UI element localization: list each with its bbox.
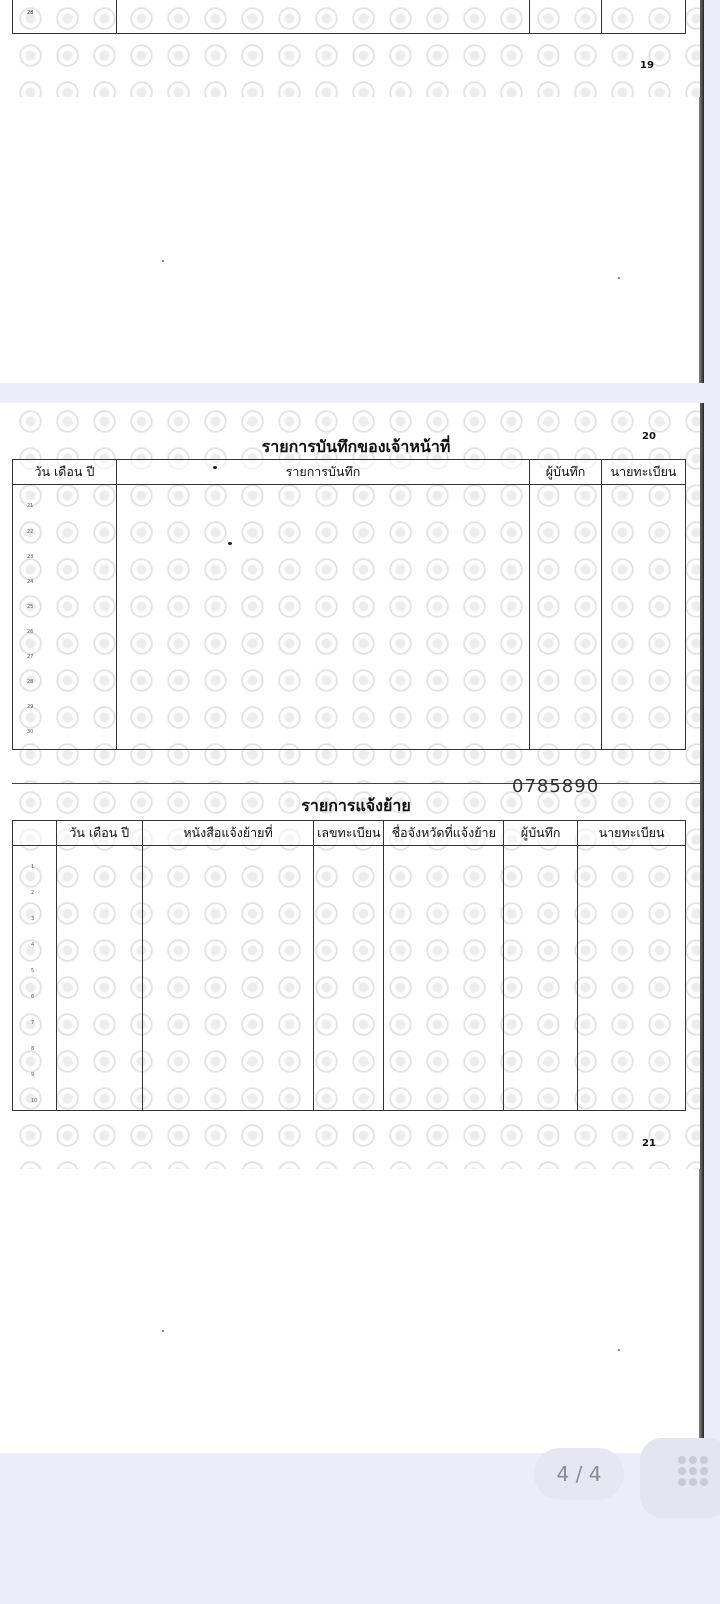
section-title: รายการบันทึกของเจ้าหน้าที่ [261,437,451,456]
row-number: 8 [31,1046,35,1052]
ink-mark [213,466,217,469]
row-number: 27 [27,654,34,660]
scan-speck [162,260,164,262]
form-sheet-19 [12,0,702,97]
row-number: 9 [31,1072,35,1078]
column-header-registrar: นายทะเบียน [602,460,686,485]
page-number: 20 [642,431,656,442]
page-indicator-label: 4 / 4 [556,1462,602,1486]
column-header-province: ชื่อจังหวัดที่แจ้งย้าย [384,821,504,846]
drag-grip-icon [678,1456,708,1486]
table-header-row [13,460,686,485]
scan-speck [162,1330,164,1332]
column-header-record: รายการบันทึก [116,460,529,485]
document-page-2 [0,403,704,1453]
row-number: 3 [31,916,35,922]
row-number: 10 [31,1098,38,1104]
form-table-19-tail [12,0,686,34]
page-indicator [534,1448,624,1500]
row-number: 5 [31,968,35,974]
scroll-handle-button[interactable] [640,1438,720,1518]
row-number: 1 [31,864,35,870]
row-number: 29 [27,704,34,710]
row-number: 23 [27,554,34,560]
table-row [13,0,686,34]
column-header-row-num [13,821,57,846]
document-page-1 [0,0,704,383]
row-number: 4 [31,942,35,948]
row-number: 24 [27,579,34,585]
row-number: 25 [27,604,34,610]
table-header-row [13,821,686,846]
column-header-registrar: นายทะเบียน [578,821,686,846]
form-sheet-21 [12,776,702,1169]
column-header-recorder: ผู้บันทึก [530,460,602,485]
row-number: 30 [27,729,34,735]
page-number: 19 [640,60,654,71]
scan-speck [618,1349,620,1351]
row-number: 28 [27,679,34,685]
column-header-notice-no: หนังสือแจ้งย้ายที่ [142,821,314,846]
table-body-row [13,485,686,750]
page-number: 21 [642,1138,656,1149]
table-body-row [13,846,686,1111]
serial-number-fragment: 0785890 [512,776,600,797]
row-number: 28 [27,10,34,16]
column-header-date: วัน เดือน ปี [13,460,117,485]
row-number: 26 [27,629,34,635]
row-number: 7 [31,1020,35,1026]
row-number: 21 [27,503,34,509]
row-number: 6 [31,994,35,1000]
form-sheet-20 [12,403,702,783]
column-header-recorder: ผู้บันทึก [504,821,578,846]
row-number: 2 [31,890,35,896]
officer-record-table [12,459,686,750]
column-header-date: วัน เดือน ปี [56,821,142,846]
scan-speck [618,277,620,279]
row-number: 22 [27,529,34,535]
ink-mark [228,542,232,545]
relocation-table [12,820,686,1111]
section-title: รายการแจ้งย้าย [301,796,411,815]
column-header-reg-no: เลขทะเบียน [314,821,384,846]
